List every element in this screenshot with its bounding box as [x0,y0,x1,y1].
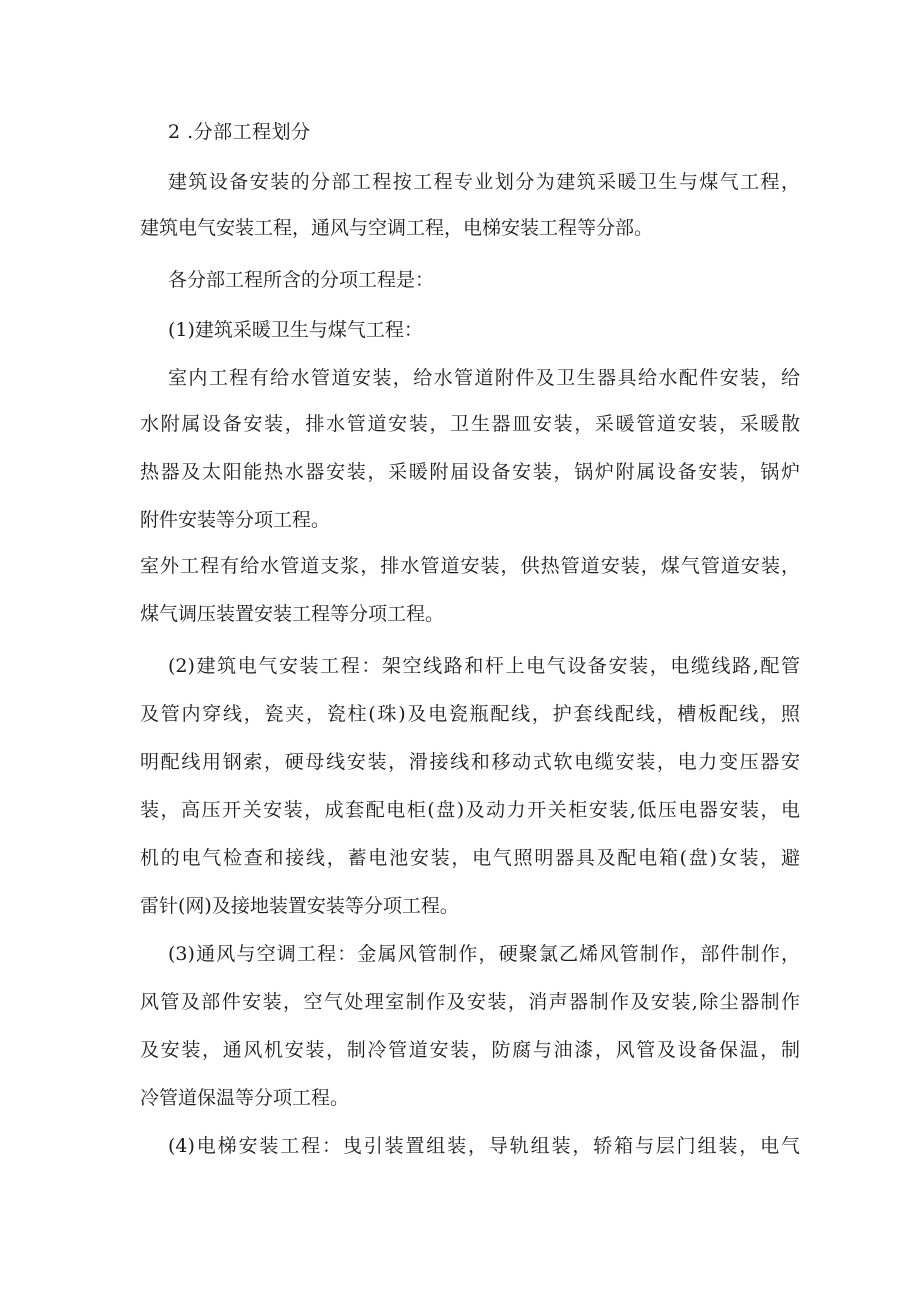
paragraph-line: 各分部工程所含的分项工程是： [168,269,435,291]
paragraph-line: 雷针(网)及接地装置安装等分项工程。 [140,895,459,917]
paragraph-line: 煤气调压装置安装工程等分项工程。 [140,603,445,625]
paragraph-line: 附件安装等分项工程。 [140,509,331,531]
paragraph-line: 建筑设备安装的分部工程按工程专业划分为建筑采暖卫生与煤气工程， [168,171,800,193]
paragraph-line: 冷管道保温等分项工程。 [140,1087,350,1109]
paragraph-line: 室外工程有给水管道支浆，排水管道安装，供热管道安装，煤气管道安装， [140,555,800,577]
paragraph-line: 装，高压开关安装，成套配电柜(盘)及动力开关柜安装,低压电器安装，电 [140,799,800,821]
paragraph-line: 明配线用钢索，硬母线安装，滑接线和移动式软电缆安装，电力变压器安 [140,751,800,773]
subsection-title: (1)建筑采暖卫生与煤气工程： [168,319,423,341]
paragraph-line: 热器及太阳能热水器安装，采暖附届设备安装，锅炉附属设备安装，锅炉 [140,461,800,483]
paragraph-line: 及管内穿线，瓷夹，瓷柱(珠)及电瓷瓶配线，护套线配线，槽板配线，照 [140,703,800,725]
paragraph-line: (2)建筑电气安装工程：架空线路和杆上电气设备安装，电缆线路,配管 [168,655,800,677]
paragraph-line: 室内工程有给水管道安装，给水管道附件及卫生器具给水配件安装，给 [168,367,800,389]
paragraph-line: 水附属设备安装，排水管道安装，卫生器皿安装，采暖管道安装，采暖散 [140,413,800,435]
paragraph-line: 及安装，通风机安装，制冷管道安装，防腐与油漆，风管及设备保温，制 [140,1039,800,1061]
section-heading: 2 .分部工程划分 [168,121,311,143]
paragraph-line: (4)电梯安装工程：曳引装置组装，导轨组装，轿箱与层门组装，电气 [168,1135,800,1157]
paragraph-line: (3)通风与空调工程：金属风管制作，硬聚氯乙烯风管制作，部件制作， [168,943,800,965]
paragraph-line: 机的电气检查和接线，蓄电池安装，电气照明器具及配电箱(盘)女装，避 [140,847,800,869]
paragraph-line: 建筑电气安装工程，通风与空调工程，电梯安装工程等分部。 [140,217,654,239]
paragraph-line: 风管及部件安装，空气处理室制作及安装，消声器制作及安装,除尘器制作 [140,991,800,1013]
